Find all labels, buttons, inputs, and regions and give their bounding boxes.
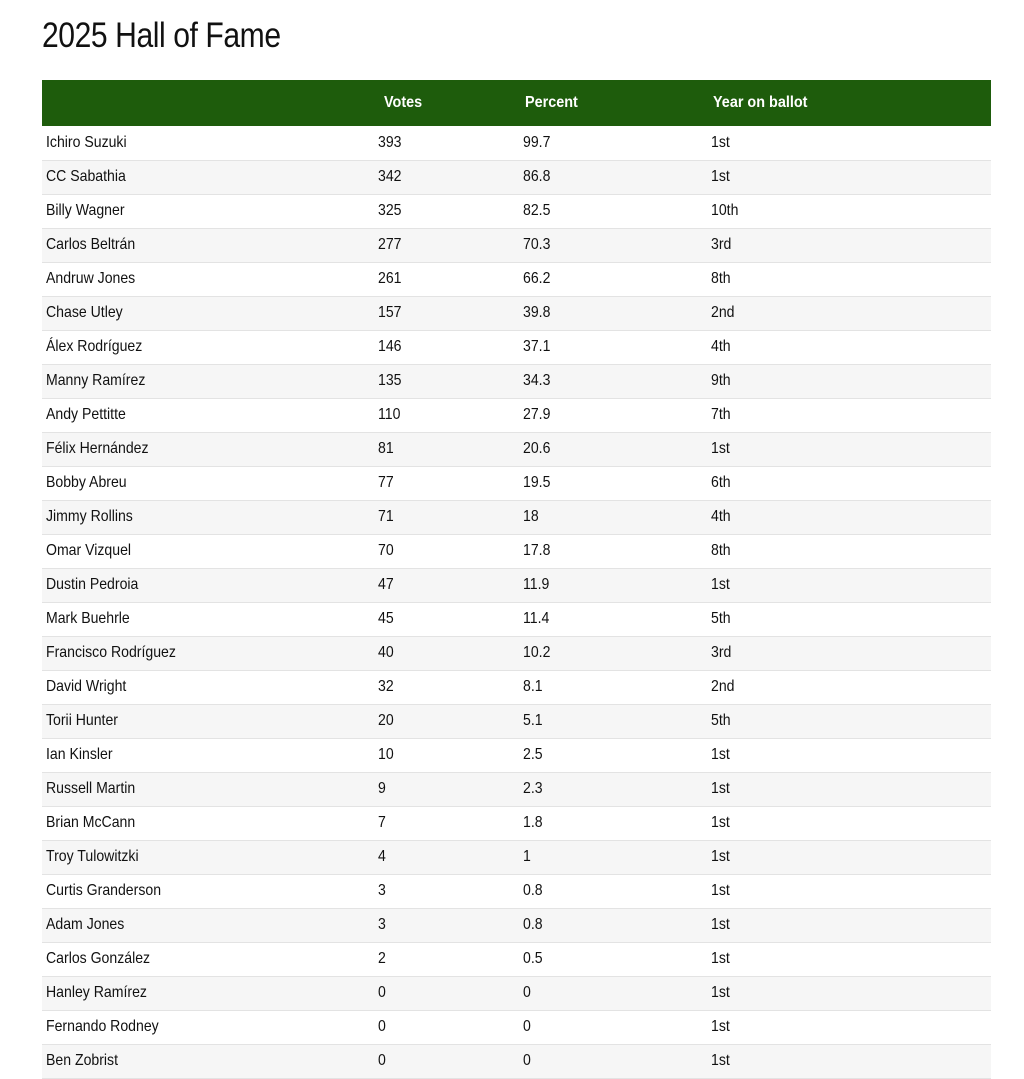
player-name-cell bbox=[42, 670, 374, 704]
percent-cell bbox=[519, 840, 707, 874]
year-on-ballot-cell bbox=[707, 704, 991, 738]
votes-cell-text: 71 bbox=[378, 508, 394, 525]
year-on-ballot-cell bbox=[707, 568, 991, 602]
votes-cell-text: 77 bbox=[378, 474, 394, 491]
percent-cell bbox=[519, 500, 707, 534]
percent-cell bbox=[519, 126, 707, 160]
year-on-ballot-cell-text: 3rd bbox=[711, 644, 732, 661]
year-on-ballot-cell bbox=[707, 772, 991, 806]
table-row bbox=[42, 772, 991, 806]
votes-cell-text: 70 bbox=[378, 542, 394, 559]
year-on-ballot-cell-text: 9th bbox=[711, 372, 731, 389]
table-row bbox=[42, 262, 991, 296]
year-on-ballot-cell bbox=[707, 262, 991, 296]
player-name-cell-text: Troy Tulowitzki bbox=[46, 848, 139, 865]
table-row bbox=[42, 568, 991, 602]
votes-cell-text: 277 bbox=[378, 236, 402, 253]
player-name-cell bbox=[42, 1044, 374, 1078]
year-on-ballot-cell-text: 1st bbox=[711, 780, 730, 797]
votes-cell-text: 157 bbox=[378, 304, 402, 321]
votes-cell bbox=[374, 602, 519, 636]
votes-cell bbox=[374, 670, 519, 704]
table-row bbox=[42, 534, 991, 568]
votes-cell bbox=[374, 636, 519, 670]
player-name-cell bbox=[42, 602, 374, 636]
player-name-cell-text: Adam Jones bbox=[46, 916, 125, 933]
player-name-cell bbox=[42, 976, 374, 1010]
percent-cell-text: 0.8 bbox=[523, 882, 543, 899]
player-name-cell bbox=[42, 568, 374, 602]
year-on-ballot-cell bbox=[707, 466, 991, 500]
year-on-ballot-cell bbox=[707, 160, 991, 194]
player-name-cell bbox=[42, 500, 374, 534]
player-name-cell-text: Francisco Rodríguez bbox=[46, 644, 176, 661]
year-on-ballot-cell-text: 1st bbox=[711, 576, 730, 593]
percent-cell bbox=[519, 602, 707, 636]
percent-cell bbox=[519, 194, 707, 228]
player-name-cell-text: Brian McCann bbox=[46, 814, 136, 831]
votes-cell bbox=[374, 568, 519, 602]
percent-cell bbox=[519, 466, 707, 500]
player-name-cell-text: Ichiro Suzuki bbox=[46, 133, 127, 151]
votes-cell-text: 40 bbox=[378, 644, 394, 661]
year-on-ballot-cell-text: 1st bbox=[711, 1018, 730, 1035]
table-row bbox=[42, 602, 991, 636]
table-row bbox=[42, 670, 991, 704]
votes-cell-text: 135 bbox=[378, 372, 402, 389]
year-on-ballot-cell bbox=[707, 806, 991, 840]
year-on-ballot-cell bbox=[707, 1044, 991, 1078]
player-name-cell bbox=[42, 228, 374, 262]
votes-cell bbox=[374, 500, 519, 534]
percent-cell bbox=[519, 262, 707, 296]
player-name-cell bbox=[42, 126, 374, 160]
percent-cell bbox=[519, 568, 707, 602]
player-name-cell bbox=[42, 466, 374, 500]
votes-cell bbox=[374, 466, 519, 500]
table-row bbox=[42, 228, 991, 262]
votes-cell bbox=[374, 874, 519, 908]
player-name-cell-text: Russell Martin bbox=[46, 780, 136, 797]
player-name-cell-text: Álex Rodríguez bbox=[46, 338, 143, 355]
table-row bbox=[42, 194, 991, 228]
year-on-ballot-cell-text: 1st bbox=[711, 916, 730, 933]
year-on-ballot-cell bbox=[707, 670, 991, 704]
year-on-ballot-cell-text: 6th bbox=[711, 474, 731, 491]
votes-cell-text: 0 bbox=[378, 1018, 386, 1035]
percent-cell-text: 11.9 bbox=[523, 576, 550, 593]
votes-cell-text: 2 bbox=[378, 950, 386, 967]
votes-cell bbox=[374, 704, 519, 738]
percent-cell bbox=[519, 1010, 707, 1044]
year-on-ballot-cell-text: 4th bbox=[711, 338, 731, 355]
votes-cell bbox=[374, 908, 519, 942]
percent-cell-text: 17.8 bbox=[523, 542, 551, 559]
table-row bbox=[42, 636, 991, 670]
player-name-cell bbox=[42, 636, 374, 670]
year-on-ballot-cell-text: 5th bbox=[711, 712, 731, 729]
votes-cell-text: 0 bbox=[378, 984, 386, 1001]
year-on-ballot-cell bbox=[707, 228, 991, 262]
table-row bbox=[42, 840, 991, 874]
player-name-cell bbox=[42, 330, 374, 364]
percent-cell bbox=[519, 432, 707, 466]
table-row bbox=[42, 500, 991, 534]
player-name-cell bbox=[42, 160, 374, 194]
votes-cell bbox=[374, 534, 519, 568]
year-on-ballot-cell bbox=[707, 296, 991, 330]
year-on-ballot-cell-text: 8th bbox=[711, 542, 731, 559]
percent-cell-text: 37.1 bbox=[523, 338, 551, 355]
player-name-cell-text: Curtis Granderson bbox=[46, 882, 162, 899]
votes-cell bbox=[374, 1044, 519, 1078]
votes-cell bbox=[374, 398, 519, 432]
table-row bbox=[42, 398, 991, 432]
votes-cell bbox=[374, 738, 519, 772]
percent-cell-text: 0.8 bbox=[523, 916, 543, 933]
table-row bbox=[42, 330, 991, 364]
player-name-cell bbox=[42, 296, 374, 330]
player-name-cell bbox=[42, 194, 374, 228]
percent-cell-text: 39.8 bbox=[523, 304, 551, 321]
table-row bbox=[42, 160, 991, 194]
percent-cell bbox=[519, 636, 707, 670]
player-name-cell-text: Ben Zobrist bbox=[46, 1052, 118, 1069]
year-on-ballot-cell-text: 1st bbox=[711, 848, 730, 865]
column-header-name bbox=[42, 80, 374, 126]
votes-cell bbox=[374, 160, 519, 194]
year-on-ballot-cell-text: 3rd bbox=[711, 236, 732, 253]
votes-cell-text: 20 bbox=[378, 712, 394, 729]
player-name-cell bbox=[42, 942, 374, 976]
percent-cell-text: 8.1 bbox=[523, 678, 543, 695]
year-on-ballot-cell-text: 1st bbox=[711, 168, 730, 185]
votes-cell bbox=[374, 772, 519, 806]
percent-cell bbox=[519, 908, 707, 942]
year-on-ballot-cell-text: 4th bbox=[711, 508, 731, 525]
votes-cell-text: 32 bbox=[378, 678, 394, 695]
player-name-cell bbox=[42, 432, 374, 466]
votes-cell-text: 45 bbox=[378, 610, 394, 627]
votes-cell-text: 110 bbox=[378, 406, 401, 423]
player-name-cell-text: Fernando Rodney bbox=[46, 1018, 159, 1035]
year-on-ballot-cell-text: 1st bbox=[711, 133, 730, 151]
percent-cell bbox=[519, 330, 707, 364]
percent-cell-text: 19.5 bbox=[523, 474, 551, 491]
player-name-cell bbox=[42, 874, 374, 908]
year-on-ballot-cell bbox=[707, 840, 991, 874]
percent-cell-text: 99.7 bbox=[523, 133, 551, 151]
percent-cell bbox=[519, 228, 707, 262]
year-on-ballot-cell bbox=[707, 636, 991, 670]
year-on-ballot-cell bbox=[707, 398, 991, 432]
player-name-cell bbox=[42, 840, 374, 874]
year-on-ballot-cell bbox=[707, 976, 991, 1010]
player-name-cell-text: Ian Kinsler bbox=[46, 746, 113, 763]
player-name-cell-text: Torii Hunter bbox=[46, 712, 118, 729]
table-row bbox=[42, 806, 991, 840]
player-name-cell-text: Bobby Abreu bbox=[46, 474, 127, 491]
percent-cell-text: 1.8 bbox=[523, 814, 543, 831]
year-on-ballot-cell-text: 1st bbox=[711, 1052, 730, 1069]
percent-cell bbox=[519, 772, 707, 806]
percent-cell bbox=[519, 738, 707, 772]
percent-cell-text: 5.1 bbox=[523, 712, 543, 729]
player-name-cell bbox=[42, 262, 374, 296]
year-on-ballot-cell-text: 1st bbox=[711, 814, 730, 831]
percent-cell bbox=[519, 398, 707, 432]
player-name-cell bbox=[42, 1010, 374, 1044]
year-on-ballot-cell bbox=[707, 738, 991, 772]
percent-cell bbox=[519, 534, 707, 568]
percent-cell-text: 82.5 bbox=[523, 202, 551, 219]
votes-cell-text: 261 bbox=[378, 270, 402, 287]
votes-cell bbox=[374, 432, 519, 466]
table-row bbox=[42, 874, 991, 908]
column-header-votes: Votes bbox=[384, 94, 423, 111]
votes-cell-text: 342 bbox=[378, 168, 402, 185]
votes-cell-text: 81 bbox=[378, 440, 394, 457]
votes-cell-text: 47 bbox=[378, 576, 394, 593]
year-on-ballot-cell bbox=[707, 432, 991, 466]
year-on-ballot-cell-text: 1st bbox=[711, 440, 730, 457]
votes-cell bbox=[374, 806, 519, 840]
percent-cell-text: 18 bbox=[523, 508, 539, 525]
votes-cell bbox=[374, 194, 519, 228]
page-title: 2025 Hall of Fame bbox=[42, 16, 281, 55]
percent-cell-text: 0 bbox=[523, 1018, 531, 1035]
year-on-ballot-cell bbox=[707, 194, 991, 228]
votes-cell bbox=[374, 296, 519, 330]
votes-cell-text: 325 bbox=[378, 202, 402, 219]
percent-cell bbox=[519, 874, 707, 908]
column-header-year-on-ballot: Year on ballot bbox=[713, 94, 808, 111]
year-on-ballot-cell-text: 1st bbox=[711, 984, 730, 1001]
player-name-cell-text: Carlos González bbox=[46, 950, 151, 967]
year-on-ballot-cell-text: 7th bbox=[711, 406, 731, 423]
percent-cell bbox=[519, 364, 707, 398]
votes-cell-text: 4 bbox=[378, 848, 386, 865]
player-name-cell-text: Mark Buehrle bbox=[46, 610, 130, 627]
votes-cell bbox=[374, 1010, 519, 1044]
player-name-cell-text: Chase Utley bbox=[46, 304, 123, 321]
percent-cell-text: 34.3 bbox=[523, 372, 551, 389]
header-row bbox=[42, 80, 991, 126]
player-name-cell bbox=[42, 364, 374, 398]
table-row bbox=[42, 1010, 991, 1044]
votes-cell-text: 3 bbox=[378, 916, 386, 933]
percent-cell-text: 0.5 bbox=[523, 950, 543, 967]
year-on-ballot-cell bbox=[707, 908, 991, 942]
year-on-ballot-cell-text: 5th bbox=[711, 610, 731, 627]
player-name-cell bbox=[42, 772, 374, 806]
player-name-cell bbox=[42, 806, 374, 840]
year-on-ballot-cell-text: 1st bbox=[711, 746, 730, 763]
results-table bbox=[42, 80, 991, 1079]
table-header bbox=[42, 80, 991, 126]
player-name-cell-text: Dustin Pedroia bbox=[46, 576, 139, 593]
percent-cell-text: 11.4 bbox=[523, 610, 550, 627]
year-on-ballot-cell-text: 1st bbox=[711, 882, 730, 899]
player-name-cell-text: Billy Wagner bbox=[46, 202, 125, 219]
player-name-cell-text: Félix Hernández bbox=[46, 440, 149, 457]
votes-cell-text: 393 bbox=[378, 133, 402, 151]
percent-cell bbox=[519, 670, 707, 704]
votes-cell-text: 10 bbox=[378, 746, 394, 763]
votes-cell-text: 3 bbox=[378, 882, 386, 899]
percent-cell-text: 0 bbox=[523, 984, 531, 1001]
year-on-ballot-cell bbox=[707, 874, 991, 908]
year-on-ballot-cell bbox=[707, 330, 991, 364]
player-name-cell bbox=[42, 398, 374, 432]
percent-cell bbox=[519, 976, 707, 1010]
percent-cell-text: 2.5 bbox=[523, 746, 543, 763]
year-on-ballot-cell bbox=[707, 1010, 991, 1044]
year-on-ballot-cell-text: 2nd bbox=[711, 678, 735, 695]
votes-cell bbox=[374, 330, 519, 364]
votes-cell-text: 7 bbox=[378, 814, 386, 831]
table-row bbox=[42, 296, 991, 330]
table-row bbox=[42, 908, 991, 942]
year-on-ballot-cell-text: 8th bbox=[711, 270, 731, 287]
year-on-ballot-cell bbox=[707, 126, 991, 160]
table-row bbox=[42, 1044, 991, 1078]
percent-cell-text: 0 bbox=[523, 1052, 531, 1069]
percent-cell-text: 2.3 bbox=[523, 780, 543, 797]
percent-cell-text: 70.3 bbox=[523, 236, 551, 253]
player-name-cell-text: Manny Ramírez bbox=[46, 372, 146, 389]
player-name-cell-text: David Wright bbox=[46, 678, 127, 695]
percent-cell bbox=[519, 1044, 707, 1078]
percent-cell-text: 27.9 bbox=[523, 406, 551, 423]
table-row bbox=[42, 738, 991, 772]
player-name-cell-text: Jimmy Rollins bbox=[46, 508, 133, 525]
votes-cell-text: 0 bbox=[378, 1052, 386, 1069]
player-name-cell-text: CC Sabathia bbox=[46, 168, 126, 185]
percent-cell bbox=[519, 704, 707, 738]
table-row bbox=[42, 976, 991, 1010]
year-on-ballot-cell bbox=[707, 364, 991, 398]
year-on-ballot-cell-text: 2nd bbox=[711, 304, 735, 321]
player-name-cell-text: Andruw Jones bbox=[46, 270, 136, 287]
percent-cell bbox=[519, 160, 707, 194]
votes-cell bbox=[374, 364, 519, 398]
percent-cell bbox=[519, 806, 707, 840]
player-name-cell-text: Andy Pettitte bbox=[46, 406, 126, 423]
year-on-ballot-cell-text: 1st bbox=[711, 950, 730, 967]
year-on-ballot-cell bbox=[707, 942, 991, 976]
percent-cell-text: 66.2 bbox=[523, 270, 551, 287]
player-name-cell bbox=[42, 738, 374, 772]
year-on-ballot-cell bbox=[707, 500, 991, 534]
table-row bbox=[42, 432, 991, 466]
percent-cell bbox=[519, 942, 707, 976]
votes-cell bbox=[374, 976, 519, 1010]
year-on-ballot-cell bbox=[707, 602, 991, 636]
votes-cell-text: 146 bbox=[378, 338, 402, 355]
table-row bbox=[42, 364, 991, 398]
votes-cell bbox=[374, 228, 519, 262]
year-on-ballot-cell-text: 10th bbox=[711, 202, 739, 219]
player-name-cell-text: Omar Vizquel bbox=[46, 542, 132, 559]
player-name-cell bbox=[42, 534, 374, 568]
player-name-cell bbox=[42, 908, 374, 942]
player-name-cell-text: Hanley Ramírez bbox=[46, 984, 147, 1001]
votes-cell bbox=[374, 126, 519, 160]
table-body bbox=[42, 126, 991, 1078]
table-row bbox=[42, 942, 991, 976]
percent-cell-text: 86.8 bbox=[523, 168, 551, 185]
percent-cell-text: 10.2 bbox=[523, 644, 551, 661]
column-header-percent: Percent bbox=[525, 94, 578, 111]
votes-cell bbox=[374, 942, 519, 976]
votes-cell bbox=[374, 262, 519, 296]
table-row bbox=[42, 466, 991, 500]
percent-cell-text: 20.6 bbox=[523, 440, 551, 457]
player-name-cell bbox=[42, 704, 374, 738]
votes-cell-text: 9 bbox=[378, 780, 386, 797]
year-on-ballot-cell bbox=[707, 534, 991, 568]
player-name-cell-text: Carlos Beltrán bbox=[46, 236, 136, 253]
table-row bbox=[42, 704, 991, 738]
percent-cell bbox=[519, 296, 707, 330]
votes-cell bbox=[374, 840, 519, 874]
table-row bbox=[42, 126, 991, 160]
percent-cell-text: 1 bbox=[523, 848, 531, 865]
